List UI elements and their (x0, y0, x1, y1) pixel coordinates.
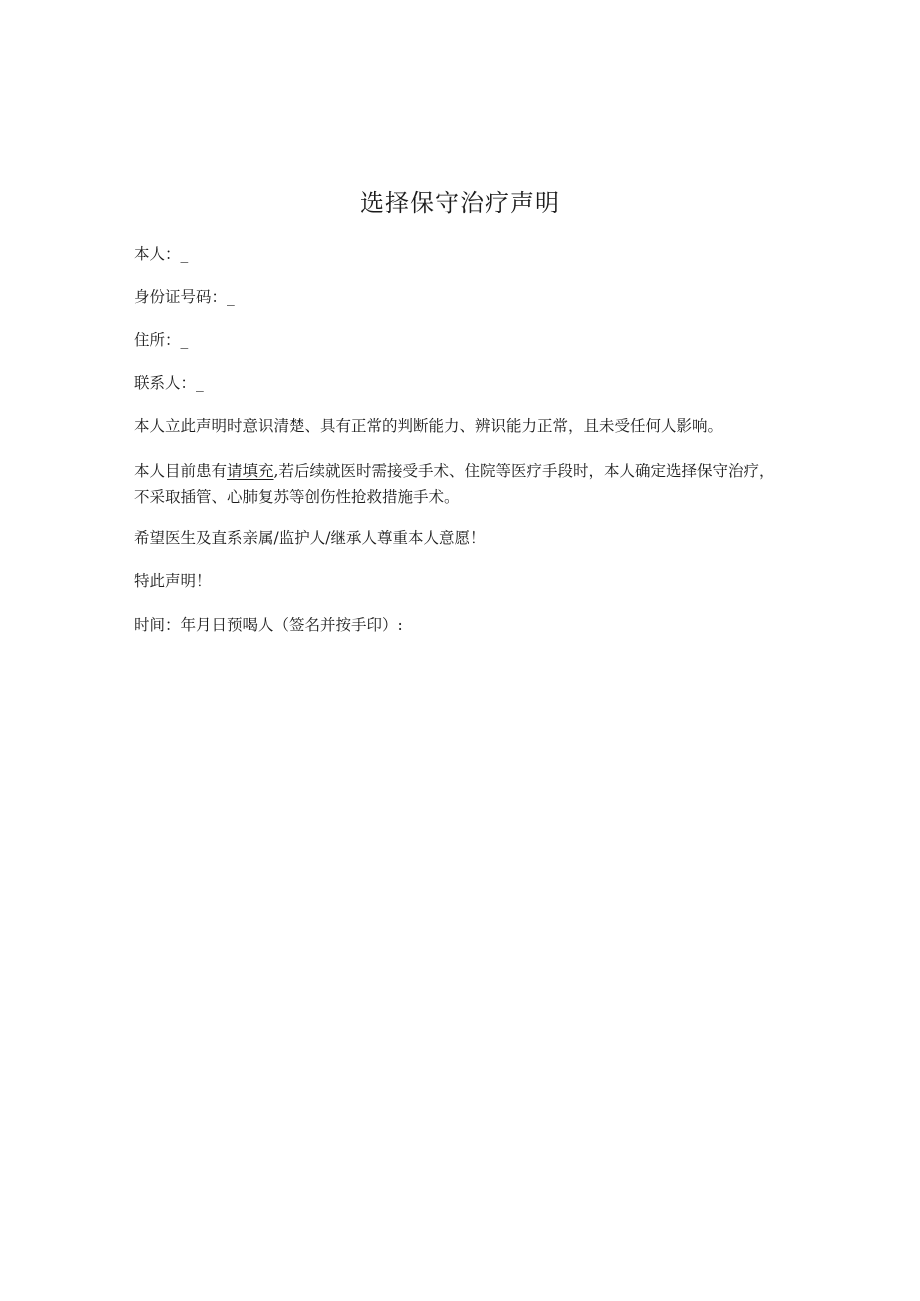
signature-line: 时间：年月日预喝人（签名并按手印）: (134, 616, 403, 634)
id-number-field: 身份证号码：_ (134, 288, 235, 306)
capacity-statement: 本人立此声明时意识清楚、具有正常的判断能力、辨识能力正常，且未受任何人影响。 (134, 417, 724, 435)
condition-fill-blank: 请填充 (227, 462, 274, 480)
respect-statement: 希望医生及直系亲属/监护人/继承人尊重本人意愿！ (134, 529, 486, 547)
condition-prefix: 本人目前患有 (134, 462, 228, 480)
condition-statement (134, 458, 779, 510)
contact-field: 联系人：_ (134, 374, 204, 392)
document-title: 选择保守治疗声明 (360, 189, 560, 217)
address-field: 住所：_ (134, 331, 189, 349)
self-field: 本人：_ (134, 245, 189, 263)
closing-statement: 特此声明！ (134, 572, 212, 590)
condition-suffix: ,若后续就医时需接受手术、住院等医疗手段时，本人确定选择保守治疗，不采取插管、心肺复苏等创伤性抢救措施手术。 (134, 462, 775, 506)
